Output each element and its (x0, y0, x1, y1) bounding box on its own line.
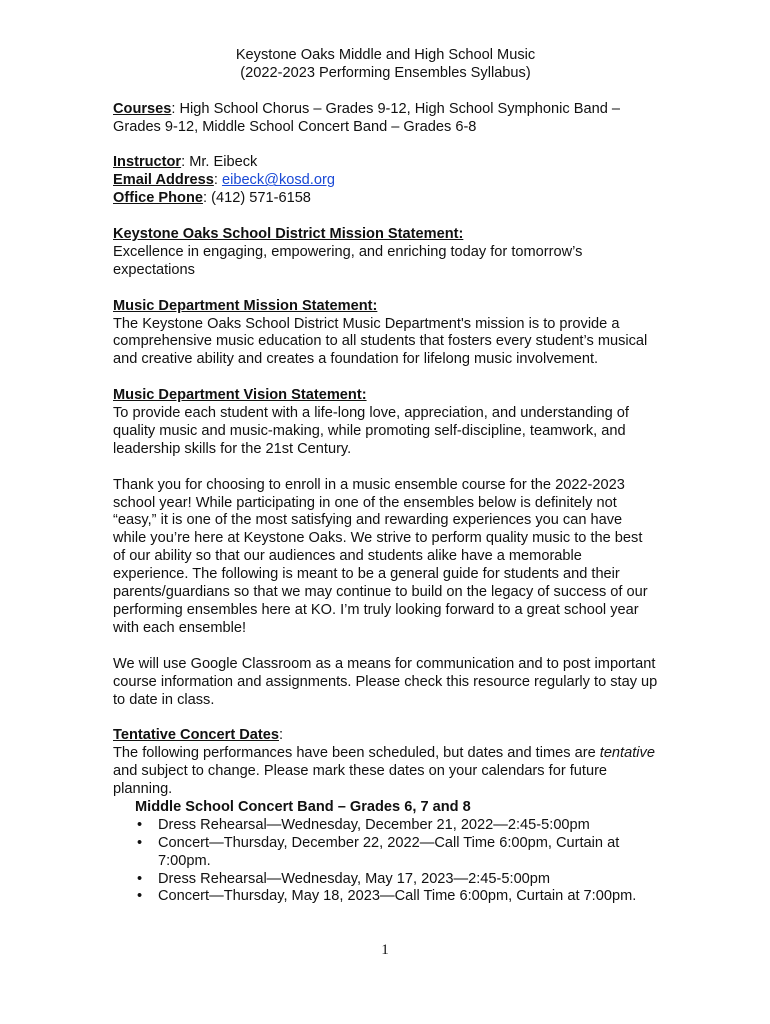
document-subtitle: (2022-2023 Performing Ensembles Syllabus) (240, 64, 531, 81)
concert-list (113, 817, 658, 907)
music-mission-text: The Keystone Oaks School District Music Department's mission is to provide a comprehensive music education to all students that fosters every student’s musical and creative ability and creates a foundation for lifelong music involvement. (113, 315, 648, 368)
page-number: 1 (381, 942, 389, 958)
concerts-heading-line (113, 727, 658, 745)
email-separator: : (213, 172, 222, 189)
concerts-heading: Tentative Concert Dates (113, 727, 279, 744)
list-item-text: Concert—Thursday, December 22, 2022—Call Time 6:00pm, Curtain at 7:00pm. (158, 834, 620, 869)
list-item-text: Concert—Thursday, May 18, 2023—Call Time 6:00pm, Curtain at 7:00pm. (158, 888, 637, 905)
email-line (113, 172, 658, 190)
spacer (113, 638, 658, 656)
phone-value: : (412) 571-6158 (203, 190, 311, 207)
phone-line (113, 190, 658, 208)
instructor-label: Instructor (113, 154, 182, 171)
music-vision-text: To provide each student with a life-long love, appreciation, and understanding of quality music and music-making, while promoting self-discipline, teamwork, and leadership skills for the 21st Century. (113, 405, 629, 457)
district-mission-heading: Keystone Oaks School District Mission Statement: (113, 226, 464, 243)
list-item-text: Dress Rehearsal—Wednesday, December 21, 2022—2:45-5:00pm (158, 816, 590, 833)
bullet-icon: • (137, 870, 143, 887)
concerts-intro-after: and subject to change. Please mark these dates on your calendars for future planning. (113, 763, 608, 798)
spacer (113, 280, 658, 298)
intro-paragraph: Thank you for choosing to enroll in a music ensemble course for the 2022-2023 school year! While participating in one of the ensembles below is definitely not “easy,” it is one of the most satisfying and rewarding experiences you can have while you’re here at Keystone Oaks. We strive to perform quality music to the best of our ability so that our audiences and students alike have a memorable experience. The following is meant to be a general guide for students and their parents/guardians so that we may continue to build on the legacy of success of our performing ensembles here at KO. I’m truly looking forward to a great school year with each ensemble! (113, 476, 648, 636)
music-vision-heading: Music Department Vision Statement: (113, 387, 367, 404)
courses-paragraph (113, 101, 658, 137)
music-mission-heading: Music Department Mission Statement: (113, 297, 378, 314)
instructor-value: : Mr. Eibeck (181, 154, 258, 171)
list-item (113, 871, 658, 889)
spacer (113, 208, 658, 226)
list-item (113, 817, 658, 835)
district-mission-text: Excellence in engaging, empowering, and enriching today for tomorrow’s expectations (113, 243, 583, 278)
document-title: Keystone Oaks Middle and High School Music (235, 47, 536, 63)
concerts-intro (113, 745, 658, 799)
spacer (113, 459, 658, 477)
instructor-line (113, 154, 658, 172)
spacer (113, 709, 658, 727)
email-link[interactable]: eibeck@kosd.org (221, 172, 335, 189)
spacer (113, 137, 658, 155)
email-label: Email Address (113, 172, 214, 189)
list-item-text: Dress Rehearsal—Wednesday, May 17, 2023—2:45-5:00pm (158, 870, 551, 887)
bullet-icon: • (137, 816, 143, 833)
courses-label: Courses (113, 100, 172, 117)
list-item (113, 835, 658, 871)
document-page (113, 47, 658, 906)
ensemble-title: Middle School Concert Band – Grades 6, 7 and 8 (135, 798, 471, 815)
bullet-icon: • (137, 888, 143, 905)
spacer (113, 369, 658, 387)
concerts-heading-colon: : (278, 727, 284, 744)
phone-label: Office Phone (113, 190, 204, 207)
classroom-paragraph: We will use Google Classroom as a means for communication and to post important course information and assignments. Please check this resource regularly to stay up to date in class. (113, 655, 658, 708)
concerts-intro-before: The following performances have been scheduled, but dates and times are (113, 745, 600, 762)
bullet-icon: • (137, 834, 143, 851)
spacer (113, 83, 658, 101)
concerts-intro-italic: tentative (599, 745, 655, 762)
courses-text: : High School Chorus – Grades 9-12, High School Symphonic Band – Grades 9-12, Middle School Concert Band – Grades 6-8 (113, 100, 621, 135)
list-item (113, 888, 658, 906)
